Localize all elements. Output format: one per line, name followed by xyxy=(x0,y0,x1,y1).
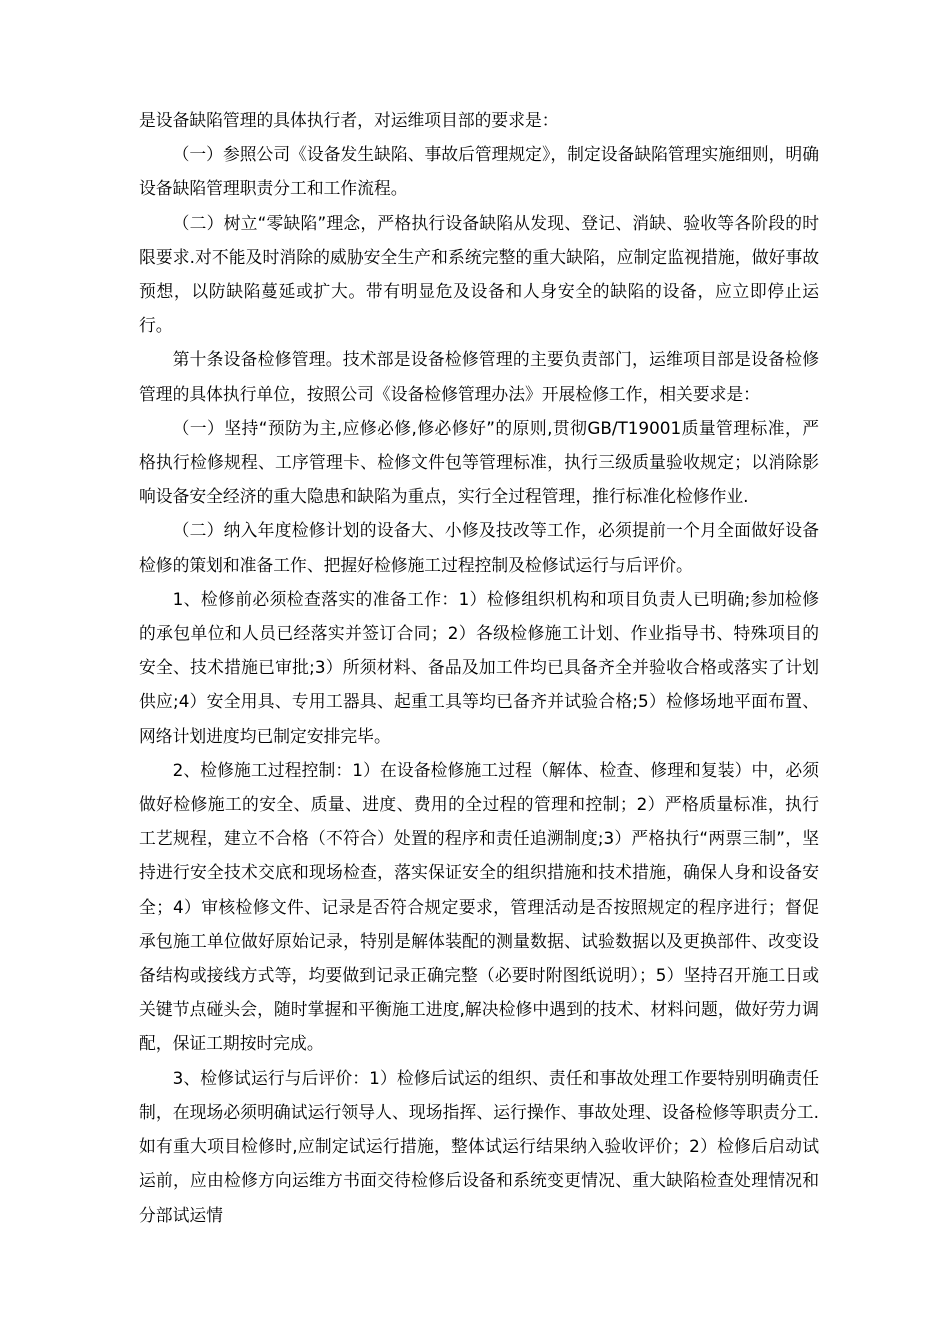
paragraph-process-control: 2、检修施工过程控制：1）在设备检修施工过程（解体、检查、修理和复装）中，必须做好检修施工的安全、质量、进度、费用的全过程的管理和控制；2）严格质量标准，执行工艺规程，建立不合格（不符合）处置的程序和责任追溯制度;3）严格执行“两票三制”，坚持进行安全技术交底和现场检查，落实保证安全的组织措施和技术措施，确保人身和设备安全；4）审核检修文件、记录是否符合规定要求，管理活动是否按照规定的程序进行；督促承包施工单位做好原始记录，特别是解体装配的测量数据、试验数据以及更换部件、改变设备结构或接线方式等，均要做到记录正确完整（必要时附图纸说明）；5）坚持召开施工日或关键节点碰头会，随时掌握和平衡施工进度,解决检修中遇到的技术、材料问题，做好劳力调配，保证工期按时完成。 xyxy=(139,759,819,1054)
paragraph-continuation: 是设备缺陷管理的具体执行者，对运维项目部的要求是： xyxy=(139,110,559,130)
paragraph-zero-defect: （二）树立“零缺陷”理念，严格执行设备缺陷从发现、登记、消缺、验收等各阶段的时限要求.对不能及时消除的威胁安全生产和系统完整的重大缺陷，应制定监视措施，做好事故预想，以防缺陷蔓延或扩大。带有明显危及设备和人身安全的缺陷的设备，应立即停止运行。 xyxy=(139,212,819,336)
paragraph-article-ten: 第十条设备检修管理。技术部是设备检修管理的主要负责部门，运维项目部是设备检修管理的具体执行单位，按照公司《设备检修管理办法》开展检修工作，相关要求是： xyxy=(139,349,819,404)
paragraph-defect-rules: （一）参照公司《设备发生缺陷、事故后管理规定》，制定设备缺陷管理实施细则，明确设备缺陷管理职责分工和工作流程。 xyxy=(139,144,819,199)
paragraph-prevention-principle: （一）坚持“预防为主,应修必修,修必修好”的原则,贯彻GB/T19001质量管理标准，严格执行检修规程、工序管理卡、检修文件包等管理标准，执行三级质量验收规定；以消除影响设备安全经济的重大隐患和缺陷为重点，实行全过程管理，推行标准化检修作业. xyxy=(139,417,819,507)
paragraph-preparation: 1、检修前必须检查落实的准备工作：1）检修组织机构和项目负责人已明确;参加检修的承包单位和人员已经落实并签订合同；2）各级检修施工计划、作业指导书、特殊项目的安全、技术措施已审批;3）所须材料、备品及加工件均已具备齐全并验收合格或落实了计划供应;4）安全用具、专用工器具、起重工具等均已备齐并试验合格;5）检修场地平面布置、网络计划进度均已制定安排完毕。 xyxy=(139,588,819,746)
paragraph-annual-plan: （二）纳入年度检修计划的设备大、小修及技改等工作，必须提前一个月全面做好设备检修的策划和准备工作、把握好检修施工过程控制及检修试运行与后评价。 xyxy=(139,520,819,575)
document-page xyxy=(139,103,819,1232)
paragraph-trial-run: 3、检修试运行与后评价：1）检修后试运的组织、责任和事故处理工作要特别明确责任制，在现场必须明确试运行领导人、现场指挥、运行操作、事故处理、设备检修等职责分工.如有重大项目检修时,应制定试运行措施，整体试运行结果纳入验收评价；2）检修后启动试运前，应由检修方向运维方书面交待检修后设备和系统变更情况、重大缺陷检查处理情况和分部试运情 xyxy=(139,1067,819,1225)
